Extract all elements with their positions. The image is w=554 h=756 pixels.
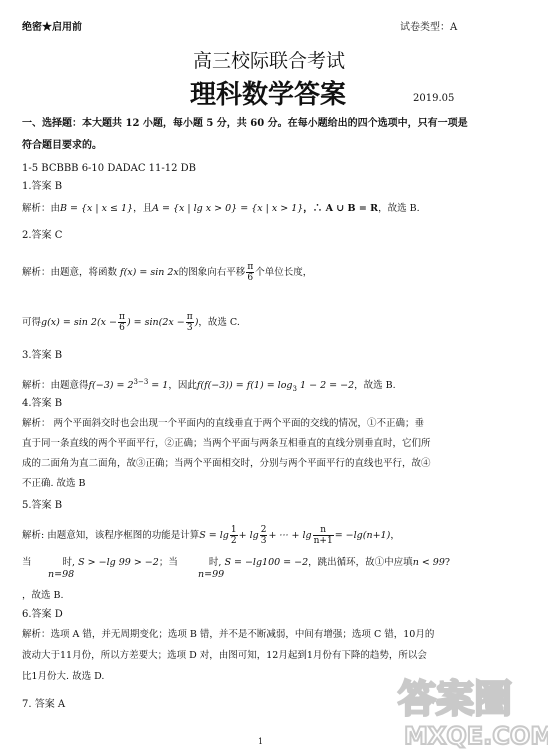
q4-line3: 成的二面角为直二面角，故③正确；当两个平面相交时，分别与两个平面平行的直线也平行，故④ <box>22 458 431 469</box>
section-heading-line2: 符合题目要求的。 <box>22 140 102 151</box>
q5-explanation-1: 解析: 由题意知，该程序框图的功能是计算S = lg $\frac{1}{2}$ + lg $\frac{2}{3}$ + ··· + lg $\frac{n}{n+1}$ = −lg(n+1)， <box>22 525 400 546</box>
q4-line1: 解析： 两个平面斜交时也会出现一个平面内的直线垂直于两个平面的交线的情况，①不正确；垂 <box>22 418 425 429</box>
q3-explanation: 解析：由题意得$f(-3) = 2^{3-3} = 1$，因此$f(f(-3)) = f(1) = \log_3 1 - 2 = -2$，故选 B. <box>22 378 396 394</box>
q1-answer: 1.答案 B <box>22 181 63 192</box>
watermark-logo <box>390 668 548 750</box>
q6-line3: 比1月份大. 故选 D. <box>22 671 105 682</box>
q6-line2: 波动大于11月份，所以方差要大；选项 D 对，由图可知，12月起到1月份有下降的趋势，所以会 <box>22 650 427 661</box>
q3-answer: 3.答案 B <box>22 350 63 361</box>
q2-explanation-1: 解析：由题意，将函数 f(x) = sin 2x的图象向右平移 $\frac{\pi}{6}$ 个单位长度， <box>22 262 313 283</box>
page-title: 理科数学答案 <box>190 80 347 110</box>
q6-answer: 6.答案 D <box>22 609 63 620</box>
q6-line1: 解析：选项 A 错，并无周期变化；选项 B 错，并不是不断减弱，中间有增强；选项 C 错，10月的 <box>22 629 435 640</box>
q7-answer: 7. 答案 A <box>22 699 66 710</box>
q1-explanation: 解析：由B = {x | x ≤ 1}，且A = {x | lg x > 0} = {x | x > 1}，∴ A ∪ B = R，故选 B. <box>22 203 420 214</box>
q5-n99: n=99 <box>198 569 225 580</box>
secret-label: 绝密★启用前 <box>22 22 82 33</box>
watermark-top-text: 答案圈 <box>398 677 513 721</box>
q4-line4: 不正确. 故选 B <box>22 478 86 489</box>
q5-conclusion: ，故选 B. <box>22 590 64 601</box>
paper-type: 试卷类型：A <box>400 22 458 33</box>
q2-explanation-2: 可得g(x) = sin 2(x − $\frac{\pi}{6}$ ) = sin(2x − $\frac{\pi}{3}$ )，故选 C. <box>22 312 240 333</box>
section-heading-line1: 一、选择题：本大题共 12 小题，每小题 5 分，共 60 分。在每小题给出的四个选项中，只有一项是 <box>22 118 468 129</box>
page-number: 1 <box>258 737 264 746</box>
q5-explanation-2: 当 时, S > −lg 99 > −2；当 时, S = −lg100 = −2，跳出循环，故①中应填n < 99? <box>22 557 450 568</box>
answer-keys: 1-5 BCBBB 6-10 DADAC 11-12 DB <box>22 163 197 174</box>
q2-answer: 2.答案 C <box>22 230 63 241</box>
q5-n98: n=98 <box>48 569 75 580</box>
school-title: 高三校际联合考试 <box>193 50 346 72</box>
q5-answer: 5.答案 B <box>22 500 63 511</box>
exam-date: 2019.05 <box>413 93 455 104</box>
q4-answer: 4.答案 B <box>22 398 63 409</box>
watermark-bottom-text: MXQE.COM <box>404 722 548 750</box>
q4-line2: 直于同一条直线的两个平面平行，②正确；当两个平面与两条互相垂直的直线分别垂直时，它们所 <box>22 438 431 449</box>
